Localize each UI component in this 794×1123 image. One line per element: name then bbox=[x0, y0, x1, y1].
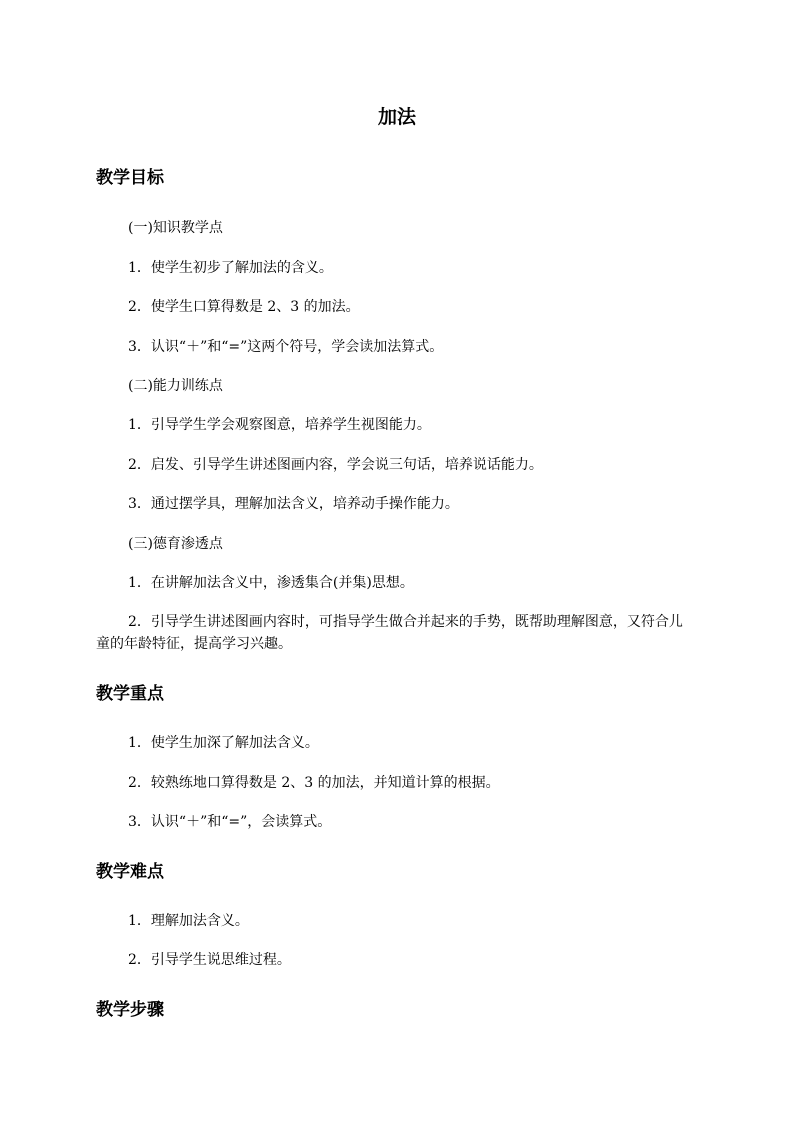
difficulty-item: 2．引导学生说思维过程。 bbox=[128, 952, 291, 968]
subsection-label-knowledge: (一)知识教学点 bbox=[128, 220, 223, 236]
objective-item: 3．认识“＋”和“=”这两个符号，学会读加法算式。 bbox=[128, 339, 444, 355]
objective-item-multiline: 2．引导学生讲述图画内容时，可指导学生做合并起来的手势，既帮助理解图意，又符合儿童的年龄特征，提高学习兴趣。 bbox=[96, 614, 683, 652]
objective-item: 1．使学生初步了解加法的含义。 bbox=[128, 260, 333, 276]
key-point-item: 1．使学生加深了解加法含义。 bbox=[128, 735, 319, 751]
objective-item: 1．引导学生学会观察图意，培养学生视图能力。 bbox=[128, 417, 431, 433]
section-heading-objectives: 教学目标 bbox=[96, 168, 164, 188]
subsection-label-moral: (三)德育渗透点 bbox=[128, 536, 223, 552]
difficulty-item: 1．理解加法含义。 bbox=[128, 913, 249, 929]
objective-item: 3．通过摆学具，理解加法含义，培养动手操作能力。 bbox=[128, 496, 459, 512]
subsection-label-ability: (二)能力训练点 bbox=[128, 378, 223, 394]
key-point-item: 3．认识“＋”和“=”，会读算式。 bbox=[128, 814, 332, 830]
key-point-item: 2．较熟练地口算得数是 2、3 的加法，并知道计算的根据。 bbox=[128, 775, 500, 791]
objective-item: 1．在讲解加法含义中，渗透集合(并集)思想。 bbox=[128, 575, 414, 591]
section-heading-difficulties: 教学难点 bbox=[96, 862, 164, 882]
objective-item: 2．使学生口算得数是 2、3 的加法。 bbox=[128, 299, 360, 315]
document-title: 加法 bbox=[377, 106, 416, 128]
section-heading-key-points: 教学重点 bbox=[96, 684, 164, 704]
objective-item: 2．启发、引导学生讲述图画内容，学会说三句话，培养说话能力。 bbox=[128, 457, 543, 473]
section-heading-steps: 教学步骤 bbox=[96, 1000, 164, 1020]
